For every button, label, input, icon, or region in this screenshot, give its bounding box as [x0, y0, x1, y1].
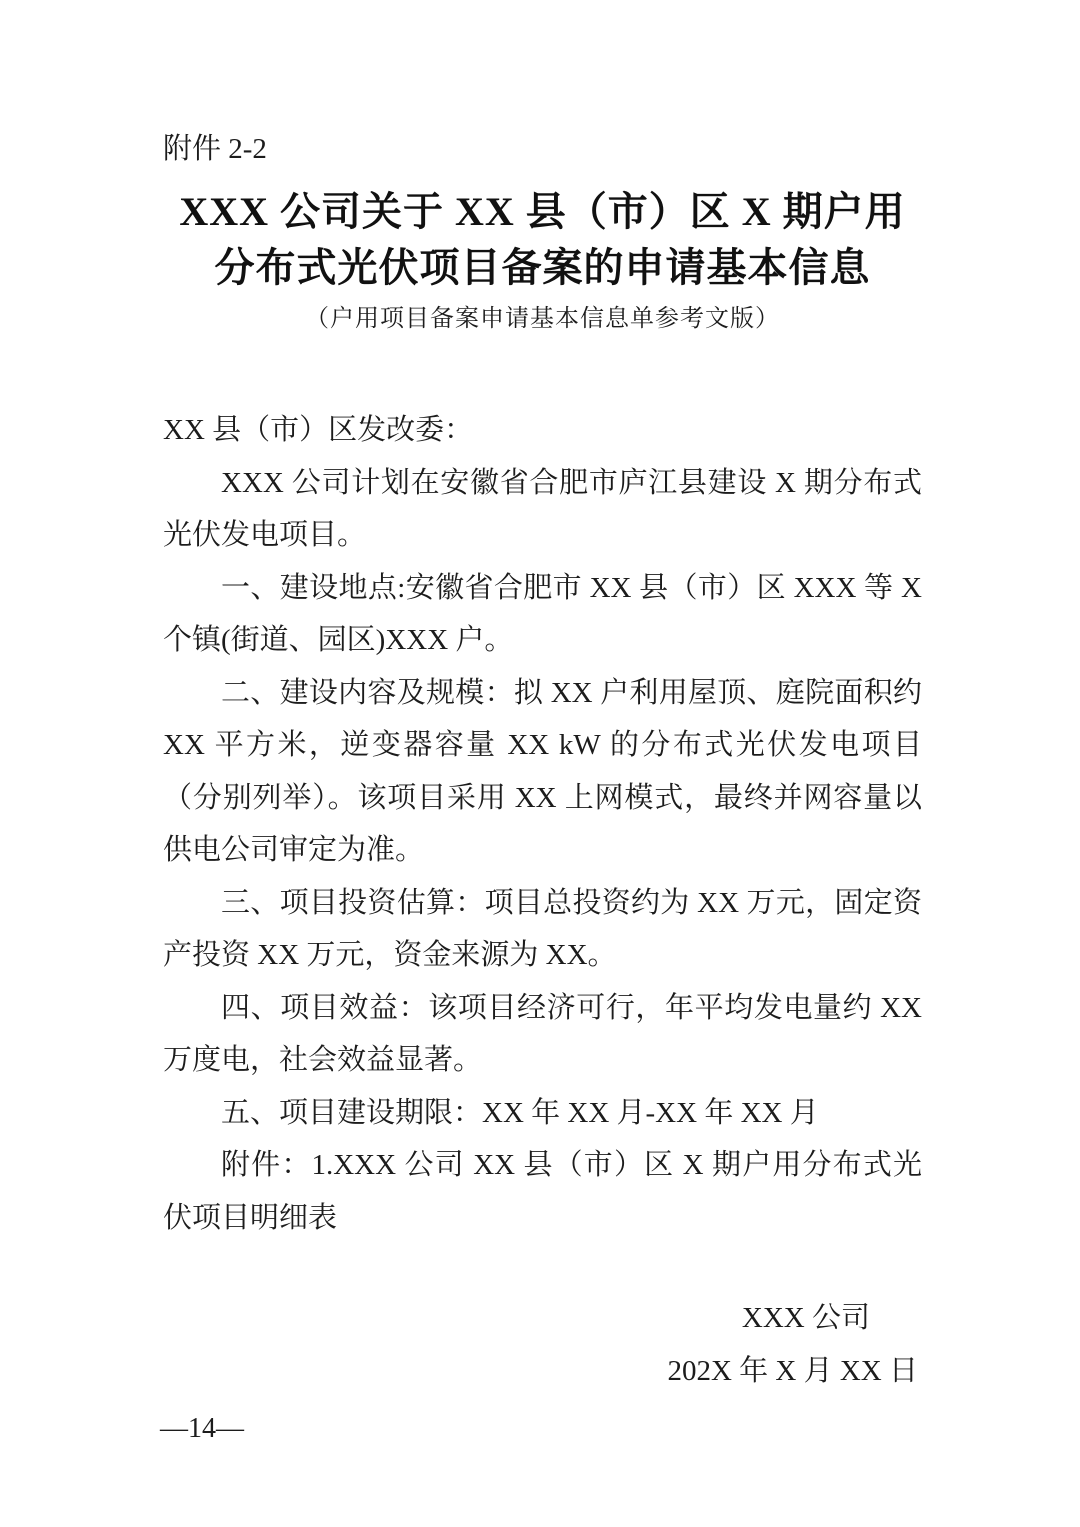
document-body: [163, 404, 922, 1244]
document-title-line1: XXX 公司关于 XX 县（市）区 X 期户用: [179, 189, 906, 234]
paragraph: 二、建设内容及规模：拟 XX 户利用屋顶、庭院面积约 XX 平方米，逆变器容量 XX kW 的分布式光伏发电项目（分别列举）。该项目采用 XX 上网模式，最终并网容量以供电公司审定为准。: [163, 676, 922, 866]
signature-company: XXX 公司: [741, 1302, 870, 1334]
paragraph: 三、项目投资估算：项目总投资约为 XX 万元，固定资产投资 XX 万元，资金来源为 XX。: [163, 886, 922, 971]
paragraph: 一、建设地点:安徽省合肥市 XX 县（市）区 XXX 等 X 个镇(街道、园区)XXX 户。: [163, 571, 922, 656]
paragraph: 四、项目效益：该项目经济可行，年平均发电量约 XX 万度电，社会效益显著。: [163, 991, 922, 1076]
signature-date: 202X 年 X 月 XX 日: [667, 1355, 918, 1387]
document-title-line2: 分布式光伏项目备案的申请基本信息: [214, 245, 871, 290]
document-title: [163, 184, 922, 296]
paragraph: 附件：1.XXX 公司 XX 县（市）区 X 期户用分布式光伏项目明细表: [163, 1149, 922, 1234]
paragraph: XXX 公司计划在安徽省合肥市庐江县建设 X 期分布式光伏发电项目。: [163, 466, 922, 551]
salutation: XX 县（市）区发改委：: [163, 414, 474, 446]
attachment-label: 附件 2-2: [163, 133, 267, 165]
document-subtitle: （户用项目备案申请基本信息单参考文版）: [305, 306, 780, 332]
page-number: —14—: [160, 1413, 244, 1444]
paragraph: 五、项目建设期限：XX 年 XX 月-XX 年 XX 月: [221, 1096, 819, 1129]
signature-block: [163, 1292, 922, 1398]
body-paragraphs: [163, 457, 922, 1245]
